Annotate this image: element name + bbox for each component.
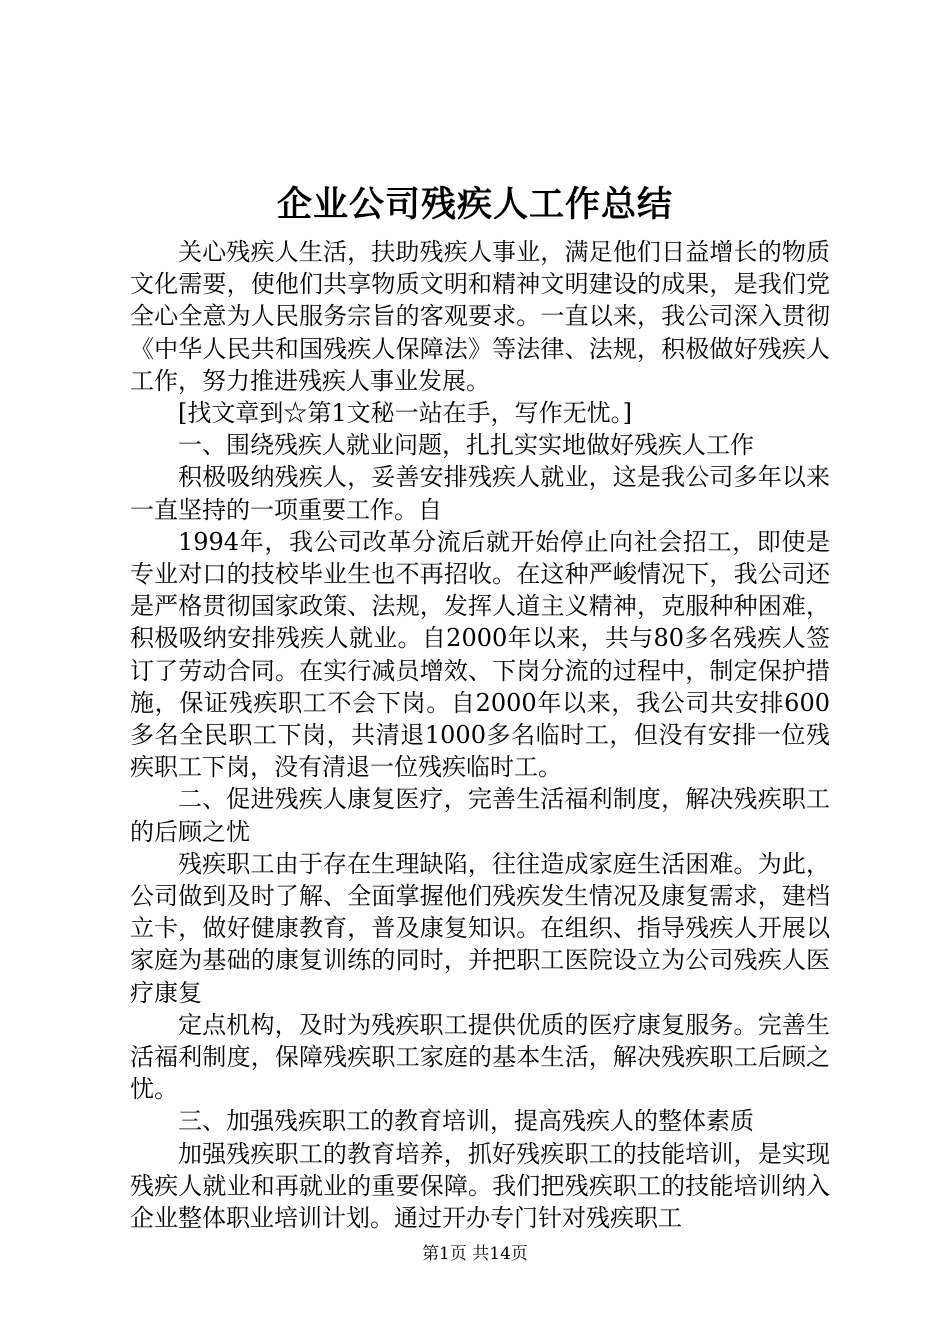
document-body [130, 236, 830, 1234]
section-heading-3: 三、加强残疾职工的教育培训，提高残疾人的整体素质 [178, 1107, 754, 1136]
paragraph: 加强残疾职工的教育培养，抓好残疾职工的技能培训，是实现残疾人就业和再就业的重要保障。我们把残疾职工的技能培训纳入企业整体职业培训计划。通过开办专门针对残疾职工 [130, 1139, 830, 1233]
paragraph: 定点机构，及时为残疾职工提供优质的医疗康复服务。完善生活福利制度，保障残疾职工家庭的基本生活，解决残疾职工后顾之忧。 [130, 1010, 830, 1104]
paragraph-source-note: [找文章到☆第1文秘一站在手，写作无忧。] [178, 399, 632, 428]
document-title: 企业公司残疾人工作总结 [276, 184, 673, 225]
section-heading-2: 二、促进残疾人康复医疗，完善生活福利制度，解决残疾职工的后顾之忧 [130, 785, 830, 846]
paragraph: 残疾职工由于存在生理缺陷，往往造成家庭生活困难。为此，公司做到及时了解、全面掌握他们残疾发生情况及康复需求，建档立卡，做好健康教育，普及康复知识。在组织、指导残疾人开展以家庭为基础的康复训练的同时，并把职工医院设立为公司残疾人医疗康复 [130, 849, 830, 1007]
paragraph: 积极吸纳残疾人，妥善安排残疾人就业，这是我公司多年以来一直坚持的一项重要工作。自 [130, 463, 830, 524]
paragraph-intro: 关心残疾人生活，扶助残疾人事业，满足他们日益增长的物质文化需要，使他们共享物质文明和精神文明建设的成果，是我们党全心全意为人民服务宗旨的客观要求。一直以来，我公司深入贯彻《中华人民共和国残疾人保障法》等法律、法规，积极做好残疾人工作，努力推进残疾人事业发展。 [130, 238, 830, 395]
page-footer: 第1页 共14页 [422, 1244, 528, 1264]
paragraph: 1994年，我公司改革分流后就开始停止向社会招工，即使是专业对口的技校毕业生也不再招收。在这种严峻情况下，我公司还是严格贯彻国家政策、法规，发挥人道主义精神，克服种种困难，积极吸纳安排残疾人就业。自2000年以来，共与80多名残疾人签订了劳动合同。在实行减员增效、下岗分流的过程中，制定保护措施，保证残疾职工不会下岗。自2000年以来，我公司共安排600多名全民职工下岗，共清退1000多名临时工，但没有安排一位残疾职工下岗，没有清退一位残疾临时工。 [130, 527, 830, 782]
section-heading-1: 一、围绕残疾人就业问题，扎扎实实地做好残疾人工作 [178, 431, 754, 460]
